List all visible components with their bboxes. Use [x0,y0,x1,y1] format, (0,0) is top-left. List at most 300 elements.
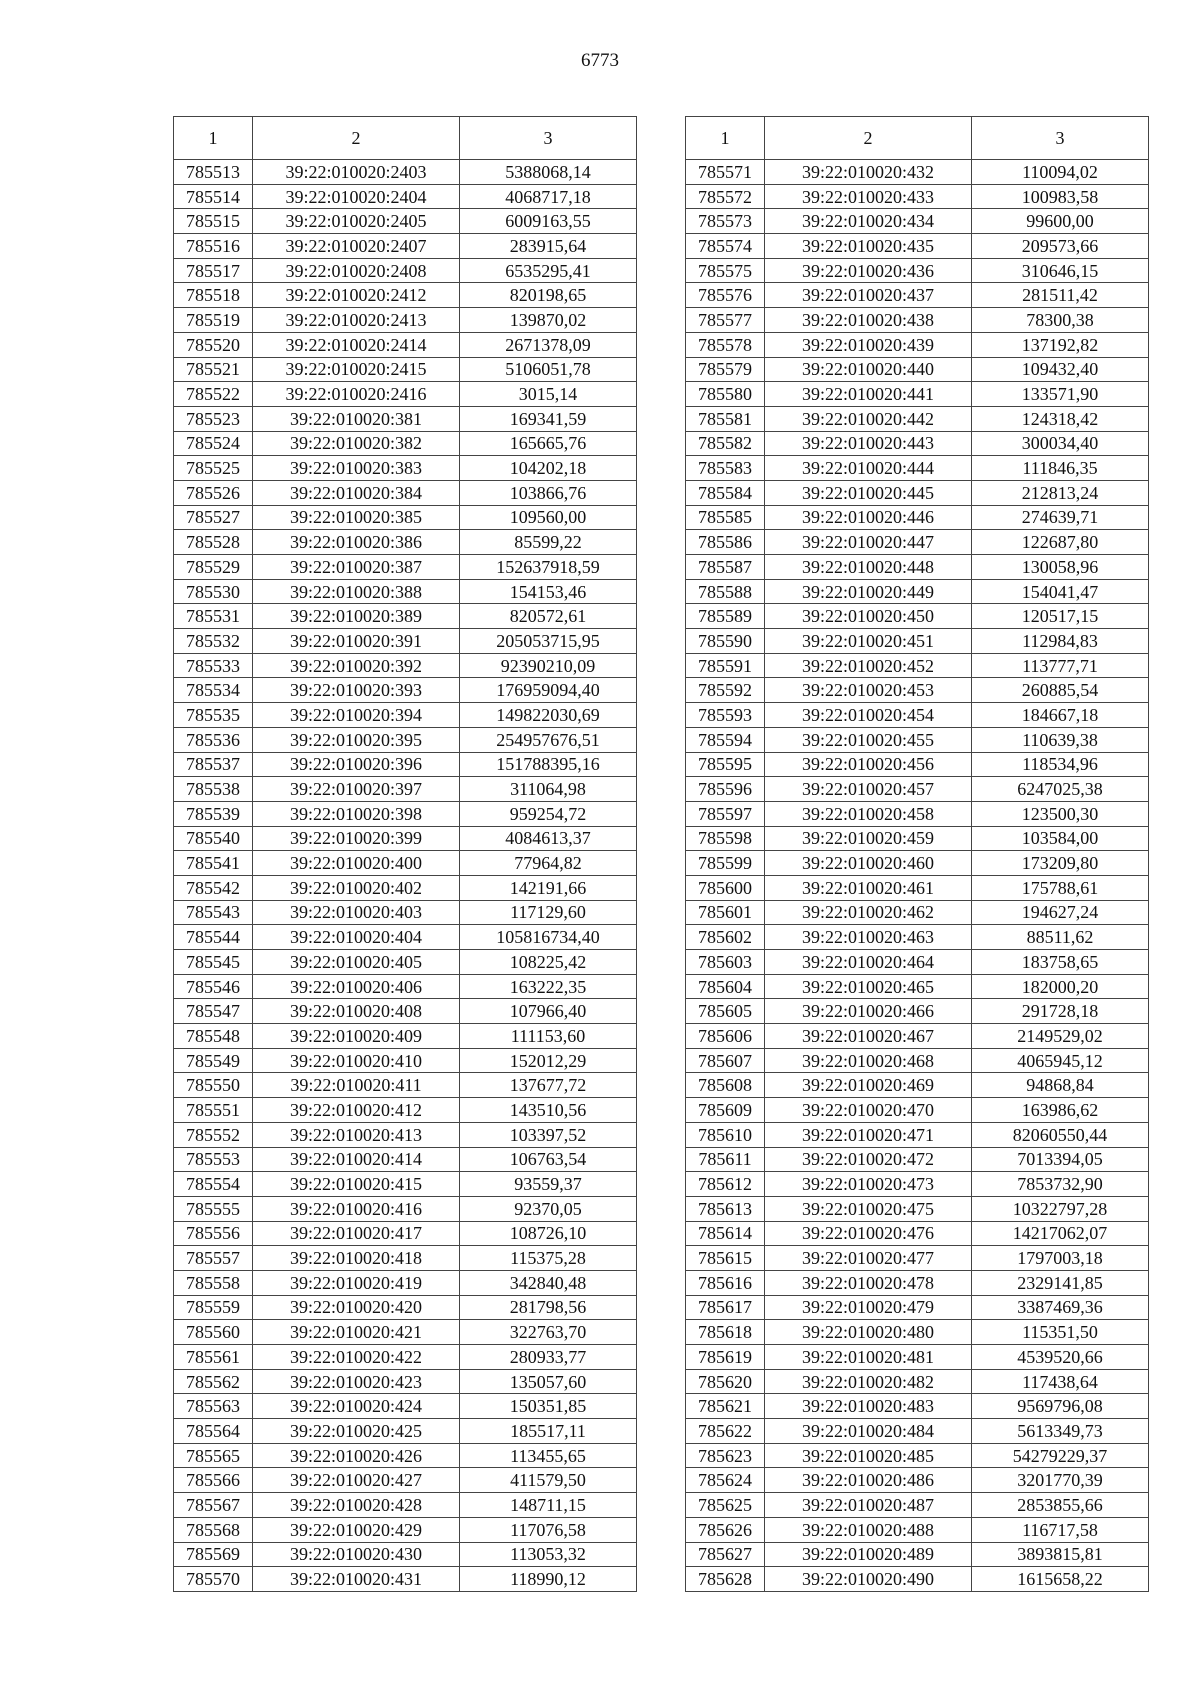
row-number-cell: 785594 [686,727,765,752]
cadastral-number-cell: 39:22:010020:482 [765,1369,972,1394]
cadastral-number-cell: 39:22:010020:389 [253,604,460,629]
row-number-cell: 785534 [174,678,253,703]
cadastral-number-cell: 39:22:010020:489 [765,1542,972,1567]
cadastral-number-cell: 39:22:010020:466 [765,999,972,1024]
row-number-cell: 785628 [686,1567,765,1592]
table-row [174,555,637,580]
value-cell: 291728,18 [972,999,1149,1024]
table-row [174,777,637,802]
row-number-cell: 785615 [686,1246,765,1271]
cadastral-number-cell: 39:22:010020:449 [765,579,972,604]
cadastral-number-cell: 39:22:010020:410 [253,1048,460,1073]
table-row [686,1567,1149,1592]
table-row [174,1048,637,1073]
value-cell: 107966,40 [460,999,637,1024]
cadastral-number-cell: 39:22:010020:408 [253,999,460,1024]
cadastral-number-cell: 39:22:010020:485 [765,1443,972,1468]
table-row [686,974,1149,999]
value-cell: 173209,80 [972,851,1149,876]
row-number-cell: 785559 [174,1295,253,1320]
row-number-cell: 785525 [174,456,253,481]
row-number-cell: 785526 [174,480,253,505]
cadastral-number-cell: 39:22:010020:472 [765,1147,972,1172]
row-number-cell: 785612 [686,1172,765,1197]
cadastral-number-cell: 39:22:010020:2413 [253,308,460,333]
row-number-cell: 785583 [686,456,765,481]
value-cell: 260885,54 [972,678,1149,703]
table-row [686,1073,1149,1098]
row-number-cell: 785539 [174,801,253,826]
value-cell: 300034,40 [972,431,1149,456]
cadastral-number-cell: 39:22:010020:425 [253,1419,460,1444]
table-body-right [686,160,1149,1592]
table-row [174,629,637,654]
row-number-cell: 785574 [686,234,765,259]
row-number-cell: 785580 [686,382,765,407]
value-cell: 3015,14 [460,382,637,407]
table-row [174,925,637,950]
value-cell: 959254,72 [460,801,637,826]
cadastral-number-cell: 39:22:010020:414 [253,1147,460,1172]
cadastral-number-cell: 39:22:010020:468 [765,1048,972,1073]
value-cell: 5613349,73 [972,1419,1149,1444]
row-number-cell: 785603 [686,950,765,975]
cadastral-number-cell: 39:22:010020:418 [253,1246,460,1271]
cadastral-number-cell: 39:22:010020:464 [765,950,972,975]
value-cell: 154153,46 [460,579,637,604]
cadastral-number-cell: 39:22:010020:487 [765,1493,972,1518]
row-number-cell: 785616 [686,1270,765,1295]
cadastral-number-cell: 39:22:010020:436 [765,258,972,283]
cadastral-number-cell: 39:22:010020:386 [253,530,460,555]
row-number-cell: 785516 [174,234,253,259]
row-number-cell: 785527 [174,505,253,530]
row-number-cell: 785546 [174,974,253,999]
table-row [174,801,637,826]
value-cell: 2329141,85 [972,1270,1149,1295]
cadastral-number-cell: 39:22:010020:2412 [253,283,460,308]
cadastral-number-cell: 39:22:010020:412 [253,1098,460,1123]
row-number-cell: 785560 [174,1320,253,1345]
column-header-3: 3 [460,117,637,160]
table-row [686,258,1149,283]
row-number-cell: 785529 [174,555,253,580]
value-cell: 94868,84 [972,1073,1149,1098]
cadastral-number-cell: 39:22:010020:483 [765,1394,972,1419]
cadastral-number-cell: 39:22:010020:384 [253,480,460,505]
table-row [686,1098,1149,1123]
row-number-cell: 785604 [686,974,765,999]
value-cell: 3387469,36 [972,1295,1149,1320]
cadastral-number-cell: 39:22:010020:2407 [253,234,460,259]
cadastral-number-cell: 39:22:010020:420 [253,1295,460,1320]
cadastral-number-cell: 39:22:010020:480 [765,1320,972,1345]
table-body-left [174,160,637,1592]
value-cell: 143510,56 [460,1098,637,1123]
cadastral-number-cell: 39:22:010020:434 [765,209,972,234]
table-row [174,1542,637,1567]
row-number-cell: 785540 [174,826,253,851]
cadastral-number-cell: 39:22:010020:452 [765,653,972,678]
cadastral-number-cell: 39:22:010020:392 [253,653,460,678]
table-row [686,629,1149,654]
table-row [686,801,1149,826]
row-number-cell: 785593 [686,703,765,728]
row-number-cell: 785547 [174,999,253,1024]
table-header-row [174,117,637,160]
table-row [686,1369,1149,1394]
value-cell: 184667,18 [972,703,1149,728]
value-cell: 4084613,37 [460,826,637,851]
row-number-cell: 785554 [174,1172,253,1197]
value-cell: 118534,96 [972,752,1149,777]
table-row [174,431,637,456]
row-number-cell: 785601 [686,900,765,925]
table-row [174,209,637,234]
value-cell: 175788,61 [972,875,1149,900]
value-cell: 120517,15 [972,604,1149,629]
cadastral-number-cell: 39:22:010020:406 [253,974,460,999]
value-cell: 9569796,08 [972,1394,1149,1419]
table-row [174,357,637,382]
value-cell: 135057,60 [460,1369,637,1394]
table-row [686,1443,1149,1468]
row-number-cell: 785599 [686,851,765,876]
table-row [686,357,1149,382]
cadastral-number-cell: 39:22:010020:432 [765,160,972,185]
cadastral-number-cell: 39:22:010020:458 [765,801,972,826]
cadastral-number-cell: 39:22:010020:462 [765,900,972,925]
row-number-cell: 785566 [174,1468,253,1493]
row-number-cell: 785585 [686,505,765,530]
table-row [174,1419,637,1444]
table-row [686,184,1149,209]
cadastral-number-cell: 39:22:010020:2416 [253,382,460,407]
value-cell: 10322797,28 [972,1196,1149,1221]
row-number-cell: 785626 [686,1517,765,1542]
table-row [174,604,637,629]
row-number-cell: 785563 [174,1394,253,1419]
row-number-cell: 785521 [174,357,253,382]
row-number-cell: 785586 [686,530,765,555]
value-cell: 109560,00 [460,505,637,530]
row-number-cell: 785514 [174,184,253,209]
value-cell: 109432,40 [972,357,1149,382]
table-row [174,999,637,1024]
table-row [686,1122,1149,1147]
cadastral-number-cell: 39:22:010020:381 [253,406,460,431]
value-cell: 105816734,40 [460,925,637,950]
value-cell: 100983,58 [972,184,1149,209]
table-row [174,974,637,999]
value-cell: 122687,80 [972,530,1149,555]
cadastral-number-cell: 39:22:010020:443 [765,431,972,456]
table-row [686,1345,1149,1370]
row-number-cell: 785571 [686,160,765,185]
cadastral-number-cell: 39:22:010020:382 [253,431,460,456]
row-number-cell: 785555 [174,1196,253,1221]
cadastral-number-cell: 39:22:010020:402 [253,875,460,900]
cadastral-number-cell: 39:22:010020:424 [253,1394,460,1419]
table-row [174,1320,637,1345]
cadastral-number-cell: 39:22:010020:419 [253,1270,460,1295]
cadastral-number-cell: 39:22:010020:470 [765,1098,972,1123]
table-row [174,1122,637,1147]
row-number-cell: 785564 [174,1419,253,1444]
cadastral-number-cell: 39:22:010020:400 [253,851,460,876]
value-cell: 111846,35 [972,456,1149,481]
table-row [686,1493,1149,1518]
cadastral-number-cell: 39:22:010020:2403 [253,160,460,185]
value-cell: 2671378,09 [460,332,637,357]
cadastral-number-cell: 39:22:010020:439 [765,332,972,357]
table-row [686,406,1149,431]
value-cell: 4068717,18 [460,184,637,209]
row-number-cell: 785528 [174,530,253,555]
cadastral-number-cell: 39:22:010020:454 [765,703,972,728]
row-number-cell: 785524 [174,431,253,456]
cadastral-number-cell: 39:22:010020:447 [765,530,972,555]
cadastral-number-cell: 39:22:010020:2415 [253,357,460,382]
table-row [174,456,637,481]
value-cell: 123500,30 [972,801,1149,826]
row-number-cell: 785567 [174,1493,253,1518]
row-number-cell: 785545 [174,950,253,975]
value-cell: 139870,02 [460,308,637,333]
table-row [686,1517,1149,1542]
table-row [686,727,1149,752]
table-row [686,1270,1149,1295]
value-cell: 85599,22 [460,530,637,555]
cadastral-number-cell: 39:22:010020:446 [765,505,972,530]
value-cell: 103866,76 [460,480,637,505]
row-number-cell: 785622 [686,1419,765,1444]
table-row [686,308,1149,333]
page-number: 6773 [581,50,619,71]
row-number-cell: 785597 [686,801,765,826]
row-number-cell: 785550 [174,1073,253,1098]
value-cell: 117438,64 [972,1369,1149,1394]
row-number-cell: 785592 [686,678,765,703]
value-cell: 5388068,14 [460,160,637,185]
cadastral-number-cell: 39:22:010020:461 [765,875,972,900]
cadastral-number-cell: 39:22:010020:416 [253,1196,460,1221]
table-row [174,1246,637,1271]
value-cell: 14217062,07 [972,1221,1149,1246]
value-cell: 310646,15 [972,258,1149,283]
row-number-cell: 785520 [174,332,253,357]
table-row [686,752,1149,777]
value-cell: 77964,82 [460,851,637,876]
value-cell: 165665,76 [460,431,637,456]
column-header-2: 2 [765,117,972,160]
table-row [174,382,637,407]
cadastral-number-cell: 39:22:010020:478 [765,1270,972,1295]
table-row [686,1295,1149,1320]
table-row [174,1369,637,1394]
value-cell: 280933,77 [460,1345,637,1370]
row-number-cell: 785606 [686,1024,765,1049]
row-number-cell: 785568 [174,1517,253,1542]
cadastral-number-cell: 39:22:010020:479 [765,1295,972,1320]
cadastral-number-cell: 39:22:010020:435 [765,234,972,259]
row-number-cell: 785518 [174,283,253,308]
table-row [686,1147,1149,1172]
row-number-cell: 785610 [686,1122,765,1147]
row-number-cell: 785605 [686,999,765,1024]
value-cell: 112984,83 [972,629,1149,654]
cadastral-number-cell: 39:22:010020:394 [253,703,460,728]
row-number-cell: 785536 [174,727,253,752]
value-cell: 411579,50 [460,1468,637,1493]
cadastral-number-cell: 39:22:010020:445 [765,480,972,505]
cadastral-number-cell: 39:22:010020:437 [765,283,972,308]
value-cell: 3201770,39 [972,1468,1149,1493]
table-row [686,332,1149,357]
value-cell: 151788395,16 [460,752,637,777]
table-row [174,258,637,283]
cadastral-number-cell: 39:22:010020:2404 [253,184,460,209]
value-cell: 183758,65 [972,950,1149,975]
cadastral-number-cell: 39:22:010020:475 [765,1196,972,1221]
cadastral-number-cell: 39:22:010020:460 [765,851,972,876]
row-number-cell: 785623 [686,1443,765,1468]
table-row [174,653,637,678]
table-row [174,1468,637,1493]
cadastral-number-cell: 39:22:010020:388 [253,579,460,604]
table-row [174,851,637,876]
table-row [174,160,637,185]
row-number-cell: 785614 [686,1221,765,1246]
cadastral-number-cell: 39:22:010020:429 [253,1517,460,1542]
row-number-cell: 785541 [174,851,253,876]
table-row [686,1172,1149,1197]
table-row [174,234,637,259]
value-cell: 130058,96 [972,555,1149,580]
table-header-row [686,117,1149,160]
row-number-cell: 785600 [686,875,765,900]
cadastral-number-cell: 39:22:010020:417 [253,1221,460,1246]
cadastral-number-cell: 39:22:010020:405 [253,950,460,975]
row-number-cell: 785543 [174,900,253,925]
row-number-cell: 785589 [686,604,765,629]
table-row [686,209,1149,234]
value-cell: 209573,66 [972,234,1149,259]
row-number-cell: 785551 [174,1098,253,1123]
cadastral-number-cell: 39:22:010020:473 [765,1172,972,1197]
value-cell: 148711,15 [460,1493,637,1518]
table-row [174,406,637,431]
table-row [686,382,1149,407]
cadastral-number-cell: 39:22:010020:484 [765,1419,972,1444]
row-number-cell: 785553 [174,1147,253,1172]
cadastral-number-cell: 39:22:010020:409 [253,1024,460,1049]
table-row [174,1270,637,1295]
row-number-cell: 785533 [174,653,253,678]
cadastral-number-cell: 39:22:010020:471 [765,1122,972,1147]
cadastral-number-cell: 39:22:010020:423 [253,1369,460,1394]
cadastral-number-cell: 39:22:010020:422 [253,1345,460,1370]
row-number-cell: 785523 [174,406,253,431]
cadastral-number-cell: 39:22:010020:2405 [253,209,460,234]
value-cell: 185517,11 [460,1419,637,1444]
cadastral-number-cell: 39:22:010020:426 [253,1443,460,1468]
row-number-cell: 785544 [174,925,253,950]
value-cell: 82060550,44 [972,1122,1149,1147]
table-row [686,925,1149,950]
value-cell: 169341,59 [460,406,637,431]
table-row [174,184,637,209]
value-cell: 194627,24 [972,900,1149,925]
cadastral-number-cell: 39:22:010020:427 [253,1468,460,1493]
cadastral-number-cell: 39:22:010020:469 [765,1073,972,1098]
row-number-cell: 785621 [686,1394,765,1419]
cadastral-number-cell: 39:22:010020:486 [765,1468,972,1493]
cadastral-number-cell: 39:22:010020:433 [765,184,972,209]
value-cell: 118990,12 [460,1567,637,1592]
value-cell: 92390210,09 [460,653,637,678]
table-row [686,777,1149,802]
value-cell: 142191,66 [460,875,637,900]
row-number-cell: 785627 [686,1542,765,1567]
row-number-cell: 785517 [174,258,253,283]
value-cell: 99600,00 [972,209,1149,234]
value-cell: 110094,02 [972,160,1149,185]
column-header-3: 3 [972,117,1149,160]
cadastral-number-cell: 39:22:010020:2414 [253,332,460,357]
row-number-cell: 785607 [686,1048,765,1073]
table-row [174,480,637,505]
row-number-cell: 785549 [174,1048,253,1073]
row-number-cell: 785576 [686,283,765,308]
row-number-cell: 785548 [174,1024,253,1049]
row-number-cell: 785598 [686,826,765,851]
cadastral-number-cell: 39:22:010020:459 [765,826,972,851]
value-cell: 111153,60 [460,1024,637,1049]
table-row [174,308,637,333]
row-number-cell: 785590 [686,629,765,654]
table-row [174,505,637,530]
value-cell: 4539520,66 [972,1345,1149,1370]
value-cell: 205053715,95 [460,629,637,654]
row-number-cell: 785608 [686,1073,765,1098]
row-number-cell: 785570 [174,1567,253,1592]
value-cell: 2149529,02 [972,1024,1149,1049]
row-number-cell: 785624 [686,1468,765,1493]
cadastral-number-cell: 39:22:010020:430 [253,1542,460,1567]
row-number-cell: 785522 [174,382,253,407]
value-cell: 2853855,66 [972,1493,1149,1518]
cadastral-number-cell: 39:22:010020:438 [765,308,972,333]
cadastral-number-cell: 39:22:010020:383 [253,456,460,481]
value-cell: 113777,71 [972,653,1149,678]
table-row [174,1295,637,1320]
cadastral-number-cell: 39:22:010020:451 [765,629,972,654]
table-row [174,1073,637,1098]
table-row [174,1024,637,1049]
row-number-cell: 785538 [174,777,253,802]
table-row [686,160,1149,185]
row-number-cell: 785537 [174,752,253,777]
cadastral-number-cell: 39:22:010020:477 [765,1246,972,1271]
row-number-cell: 785535 [174,703,253,728]
table-row [686,283,1149,308]
table-row [686,1246,1149,1271]
table-row [174,1567,637,1592]
value-cell: 1797003,18 [972,1246,1149,1271]
cadastral-number-cell: 39:22:010020:457 [765,777,972,802]
value-cell: 149822030,69 [460,703,637,728]
